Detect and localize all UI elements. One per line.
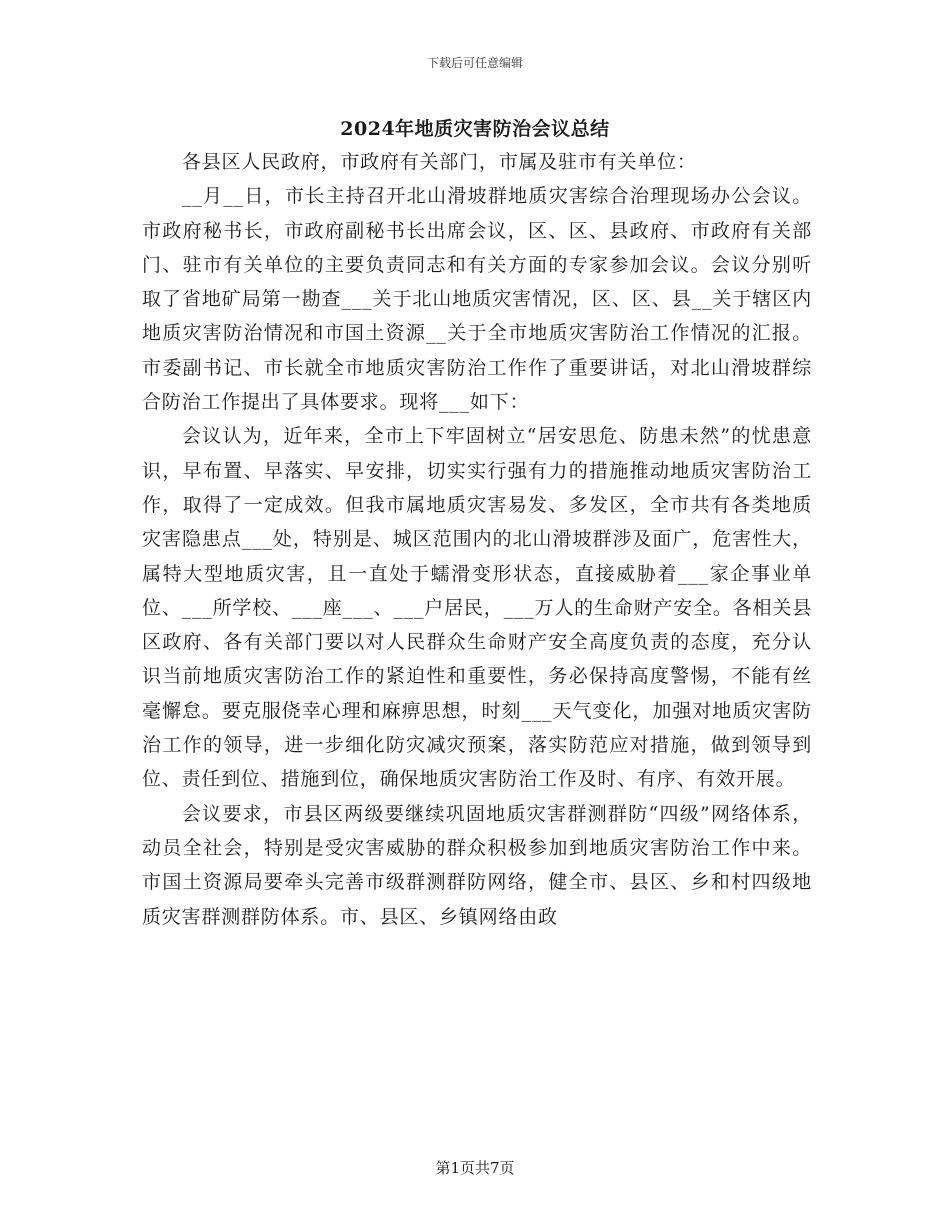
paragraph-meeting-view: 会议认为，近年来，全市上下牢固树立“居安思危、防患未然”的忧患意识，早布置、早落实、早安排，切实实行强有力的措施推动地质灾害防治工作，取得了一定成效。但我市属地质灾害易发、多发区，全市共有各类地质灾害隐患点___处，特别是、城区范围内的北山滑坡群涉及面广，危害性大，属特大型地质灾害，且一直处于蠕滑变形状态，直接威胁着___家企事业单位、___所学校、___座___、___户居民，___万人的生命财产安全。各相关县区政府、各有关部门要以对人民群众生命财产安全高度负责的态度，充分认识当前地质灾害防治工作的紧迫性和重要性，务必保持高度警惕，不能有丝毫懈怠。要克服侥幸心理和麻痹思想，时刻___天气变化，加强对地质灾害防治工作的领导，进一步细化防灾减灾预案，落实防范应对措施，做到领导到位、责任到位、措施到位，确保地质灾害防治工作及时、有序、有效开展。: [142, 425, 812, 791]
paragraph-meeting-requirement: 会议要求，市县区两级要继续巩固地质灾害群测群防“四级”网络体系，动员全社会，特别是受灾害威胁的群众积极参加到地质灾害防治工作中来。市国土资源局要牵头完善市级群测群防网络，健全市、县区、乡和村四级地质灾害群测群防体系。市、县区、乡镇网络由政: [142, 802, 812, 928]
page-number: 第1页共7页: [435, 1159, 515, 1177]
document-title: 2024年地质灾害防治会议总结: [340, 118, 610, 140]
paragraph-addressee: 各县区人民政府，市政府有关部门，市属及驻市有关单位：: [181, 151, 697, 173]
document-body: [142, 145, 812, 934]
page-header-note: 下载后可任意编辑: [426, 56, 523, 70]
paragraph-meeting-intro: __月__日，市长主持召开北山滑坡群地质灾害综合治理现场办公会议。市政府秘书长，市政府副秘书长出席会议，区、区、县政府、市政府有关部门、驻市有关单位的主要负责同志和有关方面的专家参加会议。会议分别听取了省地矿局第一勘查___关于北山地质灾害情况，区、区、县__关于辖区内地质灾害防治情况和市国土资源__关于全市地质灾害防治工作情况的汇报。市委副书记、市长就全市地质灾害防治工作作了重要讲话，对北山滑坡群综合防治工作提出了具体要求。现将___如下：: [142, 185, 812, 414]
